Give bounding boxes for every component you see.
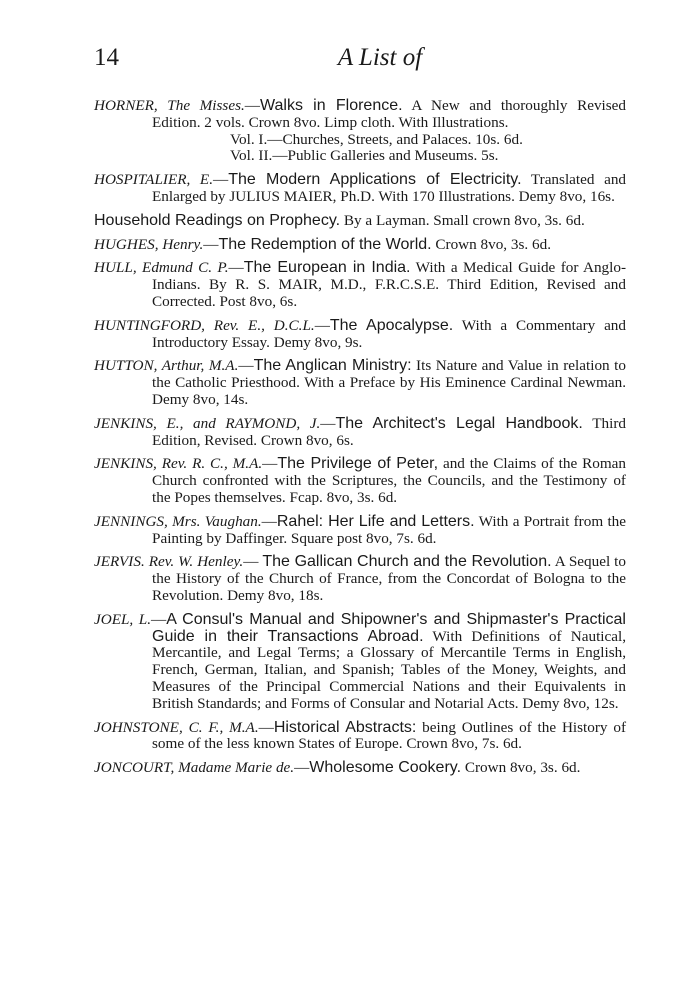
- entry-title: Historical Abstracts:: [273, 718, 417, 736]
- entry-title: The Architect's Legal Handbook.: [335, 414, 583, 432]
- entry-dash: —: [258, 718, 274, 736]
- entry-author: HUGHES, Henry.: [94, 235, 204, 253]
- catalogue-entry: [94, 358, 626, 408]
- entry-details: With a Portrait from the Painting by Daffinger. Square post 8vo, 7s. 6d.: [152, 512, 627, 547]
- entry-title: The Redemption of the World.: [218, 235, 432, 253]
- catalogue-entry: [94, 318, 626, 352]
- entry-title: The Privilege of Peter,: [277, 455, 439, 473]
- entry-dash: —: [294, 759, 310, 777]
- entry-author: HOSPITALIER, E.: [94, 171, 214, 189]
- entry-author: HORNER, The Misses.: [94, 97, 245, 114]
- catalogue-entry: [94, 237, 626, 254]
- entry-details: and the Claims of the Roman Church confronted with the Scriptures, the Councils, and the Testimony of the Popes themselves. Fcap. 8vo, 3s. 6d.: [152, 455, 626, 506]
- entry-title: The Apocalypse.: [329, 316, 454, 334]
- catalogue-entry: [94, 416, 626, 450]
- entry-details: Translated and Enlarged by JULIUS MAIER, Ph.D. With 170 Illustrations. Demy 8vo, 16s.: [152, 171, 627, 205]
- catalogue-entry: [94, 760, 626, 777]
- entry-author: JENKINS, Rev. R. C., M.A.: [94, 455, 263, 473]
- catalogue-entries: [94, 98, 626, 784]
- catalogue-entry: [94, 98, 626, 165]
- entry-title: Walks in Florence.: [259, 97, 403, 114]
- entry-details: Third Edition, Revised. Crown 8vo, 6s.: [152, 414, 627, 449]
- entry-author: HUNTINGFORD, Rev. E., D.C.L.: [94, 316, 315, 334]
- entry-dash: —: [238, 357, 254, 375]
- catalogue-entry: [94, 456, 626, 506]
- entry-details: With a Medical Guide for Anglo-Indians. By R. S. MAIR, M.D., F.R.C.S.E. Third Edition, Revised and Corrected. Post 8vo, 6s.: [152, 259, 627, 310]
- volume-line: Vol. I.—Churches, Streets, and Palaces. 10s. 6d.: [230, 130, 523, 148]
- entry-details: With a Commentary and Introductory Essay. Demy 8vo, 9s.: [152, 316, 626, 351]
- entry-details: With Definitions of Nautical, Mercantile, and Legal Terms; a Glossary of Mercantile Terms in English, French, German, Italian, and Spanish; Tables of the Money, Weights, and Measures of the Principal Commercial Nations and their Equivalents in British Standards; and Forms of Consular and Notarial Acts. Demy 8vo, 12s.: [152, 627, 627, 712]
- entry-details: A Sequel to the History of the Church of France, from the Concordat of Bologna to the Revolution. Demy 8vo, 18s.: [152, 553, 626, 604]
- entry-details: Crown 8vo, 3s. 6d.: [431, 235, 551, 253]
- running-title: A List of: [337, 44, 423, 71]
- entry-details: Its Nature and Value in relation to the Catholic Priesthood. With a Preface by His Eminence Cardinal Newman. Demy 8vo, 14s.: [152, 357, 626, 408]
- entry-title: The European in India.: [243, 259, 411, 277]
- catalogue-entry: [94, 260, 626, 310]
- catalogue-entry: [94, 554, 626, 604]
- entry-dash: —: [261, 512, 277, 530]
- entry-author: JOEL, L.: [94, 610, 152, 628]
- entry-title: The Anglican Ministry:: [253, 357, 412, 375]
- catalogue-entry: [94, 514, 626, 548]
- volume-line: Vol. II.—Public Galleries and Museums. 5s.: [230, 147, 499, 165]
- entry-title: The Gallican Church and the Revolution.: [262, 553, 552, 571]
- entry-author: JENKINS, E., and RAYMOND, J.: [94, 414, 321, 432]
- entry-details: A New and thoroughly Revised Edition. 2 vols. Crown 8vo. Limp cloth. With Illustrations.: [152, 97, 626, 131]
- catalogue-entry: [94, 172, 626, 206]
- entry-details: being Outlines of the History of some of the less known States of Europe. Crown 8vo, 7s. 6d.: [152, 718, 626, 753]
- entry-author: JOHNSTONE, C. F., M.A.: [94, 718, 259, 736]
- entry-dash: —: [151, 610, 167, 628]
- entry-title: A Consul's Manual and Shipowner's and Shipmaster's Practical Guide in their Transactions Abroad.: [152, 610, 626, 645]
- entry-dash: —: [314, 316, 330, 334]
- entry-dash: —: [320, 414, 336, 432]
- entry-dash: —: [213, 171, 229, 189]
- entry-author: HUTTON, Arthur, M.A.: [94, 357, 239, 375]
- entry-dash: —: [228, 259, 244, 277]
- entry-author: JERVIS. Rev. W. Henley.: [94, 553, 244, 571]
- entry-details: By a Layman. Small crown 8vo, 3s. 6d.: [340, 211, 585, 229]
- entry-title: Wholesome Cookery.: [309, 759, 462, 777]
- entry-author: JENNINGS, Mrs. Vaughan.: [94, 512, 262, 530]
- entry-dash: —: [262, 455, 278, 473]
- entry-title: The Modern Applications of Electricity.: [228, 171, 522, 189]
- page-header: [94, 40, 626, 80]
- entry-author: JONCOURT, Madame Marie de.: [94, 759, 295, 777]
- catalogue-entry: [94, 720, 626, 754]
- entry-title: Rahel: Her Life and Letters.: [276, 512, 475, 530]
- catalogue-entry: [94, 213, 626, 230]
- entry-dash: —: [244, 97, 260, 114]
- catalogue-entry: [94, 612, 626, 713]
- entry-details: Crown 8vo, 3s. 6d.: [461, 759, 581, 777]
- entry-title: Household Readings on Prophecy.: [94, 211, 341, 229]
- entry-dash: —: [203, 235, 219, 253]
- entry-dash: —: [243, 553, 263, 571]
- entry-author: HULL, Edmund C. P.: [94, 259, 229, 277]
- page-number: 14: [94, 44, 119, 71]
